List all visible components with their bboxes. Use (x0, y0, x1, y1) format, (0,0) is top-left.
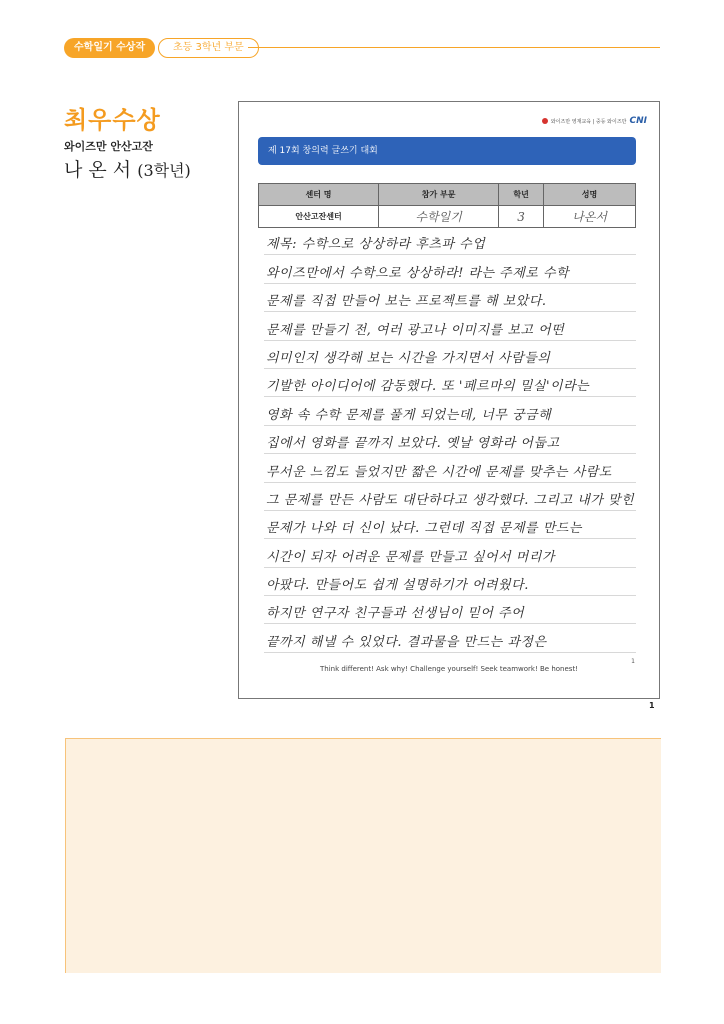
value-grade: 3 (499, 206, 544, 228)
handwriting-text: 끝까지 해낼 수 있었다. 결과물을 만드는 과정은 (266, 634, 547, 650)
header-center: 센터 명 (259, 184, 379, 206)
contest-banner: 제 17회 창의력 글쓰기 대회 (258, 137, 636, 165)
value-center: 안산고잔센터 (259, 206, 379, 228)
handwriting-line (264, 483, 636, 511)
handwriting-line (264, 596, 636, 624)
handwriting-text: 영화 속 수학 문제를 풀게 되었는데, 너무 궁금해 (266, 407, 552, 423)
handwriting-line (264, 568, 636, 596)
handwriting-text: 그 문제를 만든 사람도 대단하다고 생각했다. 그리고 내가 맞힌 (266, 492, 635, 508)
paper-page-number: 1 (631, 658, 635, 665)
handwriting-text: 집에서 영화를 끝까지 보았다. 옛날 영화라 어둡고 (266, 436, 560, 452)
handwriting-line (264, 539, 636, 567)
handwriting-line (264, 227, 636, 255)
handwriting-text: 문제를 직접 만들어 보는 프로젝트를 해 보았다. (266, 294, 547, 310)
handwriting-text: 기발한 아이디어에 감동했다. 또 '페르마의 밀실'이라는 (266, 379, 590, 395)
handwriting-text: 무서운 느낌도 들었지만 짧은 시간에 문제를 맞추는 사람도 (266, 464, 612, 480)
continuation-box (65, 738, 661, 973)
handwriting-text: 하지만 연구자 친구들과 선생님이 믿어 주어 (266, 606, 525, 622)
paper-logo (542, 116, 647, 126)
logo-text: 와이즈만 영재교육 | 중등 와이즈만 (550, 118, 627, 125)
cni-logo-icon: CNI (629, 116, 647, 126)
handwriting-line (264, 369, 636, 397)
award-name (64, 155, 191, 182)
student-name: 나 온 서 (64, 159, 132, 181)
student-grade: (3학년) (137, 161, 191, 180)
table-header-row (259, 184, 636, 206)
handwriting-text: 문제가 나와 더 신이 났다. 그런데 직접 문제를 만드는 (266, 521, 582, 537)
section-badge: 수학일기 수상작 (64, 38, 155, 58)
entry-info-table (258, 183, 636, 228)
handwriting-text: 와이즈만에서 수학으로 상상하라! 라는 주제로 수학 (266, 265, 570, 281)
handwriting-text: 아팠다. 만들어도 쉽게 설명하기가 어려웠다. (266, 578, 529, 594)
value-division: 수학일기 (379, 206, 499, 228)
logo-dot-icon (542, 118, 548, 124)
handwriting-text: 문제를 만들기 전, 여러 광고나 이미지를 보고 어떤 (266, 322, 565, 338)
header-rule (248, 47, 660, 48)
handwriting-line (264, 397, 636, 425)
handwriting-line (264, 312, 636, 340)
handwriting-line (264, 341, 636, 369)
handwriting-line (264, 255, 636, 283)
header-grade: 학년 (499, 184, 544, 206)
handwriting-lines (264, 227, 636, 653)
header-name: 성명 (544, 184, 636, 206)
page-number: 1 (649, 701, 655, 710)
category-tag: 초등 3학년 부문 (158, 38, 259, 58)
handwriting-line (264, 284, 636, 312)
value-name: 나온서 (544, 206, 636, 228)
award-school: 와이즈만 안산고잔 (64, 140, 153, 153)
handwriting-line (264, 511, 636, 539)
handwriting-text: 의미인지 생각해 보는 시간을 가지면서 사람들의 (266, 350, 551, 366)
scanned-essay (238, 101, 660, 699)
handwriting-line (264, 454, 636, 482)
header-division: 참가 부문 (379, 184, 499, 206)
handwriting-line (264, 624, 636, 652)
paper-slogan: Think different! Ask why! Challenge yourself! Seek teamwork! Be honest! (320, 665, 578, 673)
separator-dot (146, 45, 151, 50)
table-row (259, 206, 636, 228)
award-title: 최우수상 (64, 106, 161, 134)
handwriting-text: 시간이 되자 어려운 문제를 만들고 싶어서 머리가 (266, 549, 555, 565)
handwriting-line (264, 426, 636, 454)
handwriting-text: 제목: 수학으로 상상하라 후츠파 수업 (266, 237, 486, 253)
